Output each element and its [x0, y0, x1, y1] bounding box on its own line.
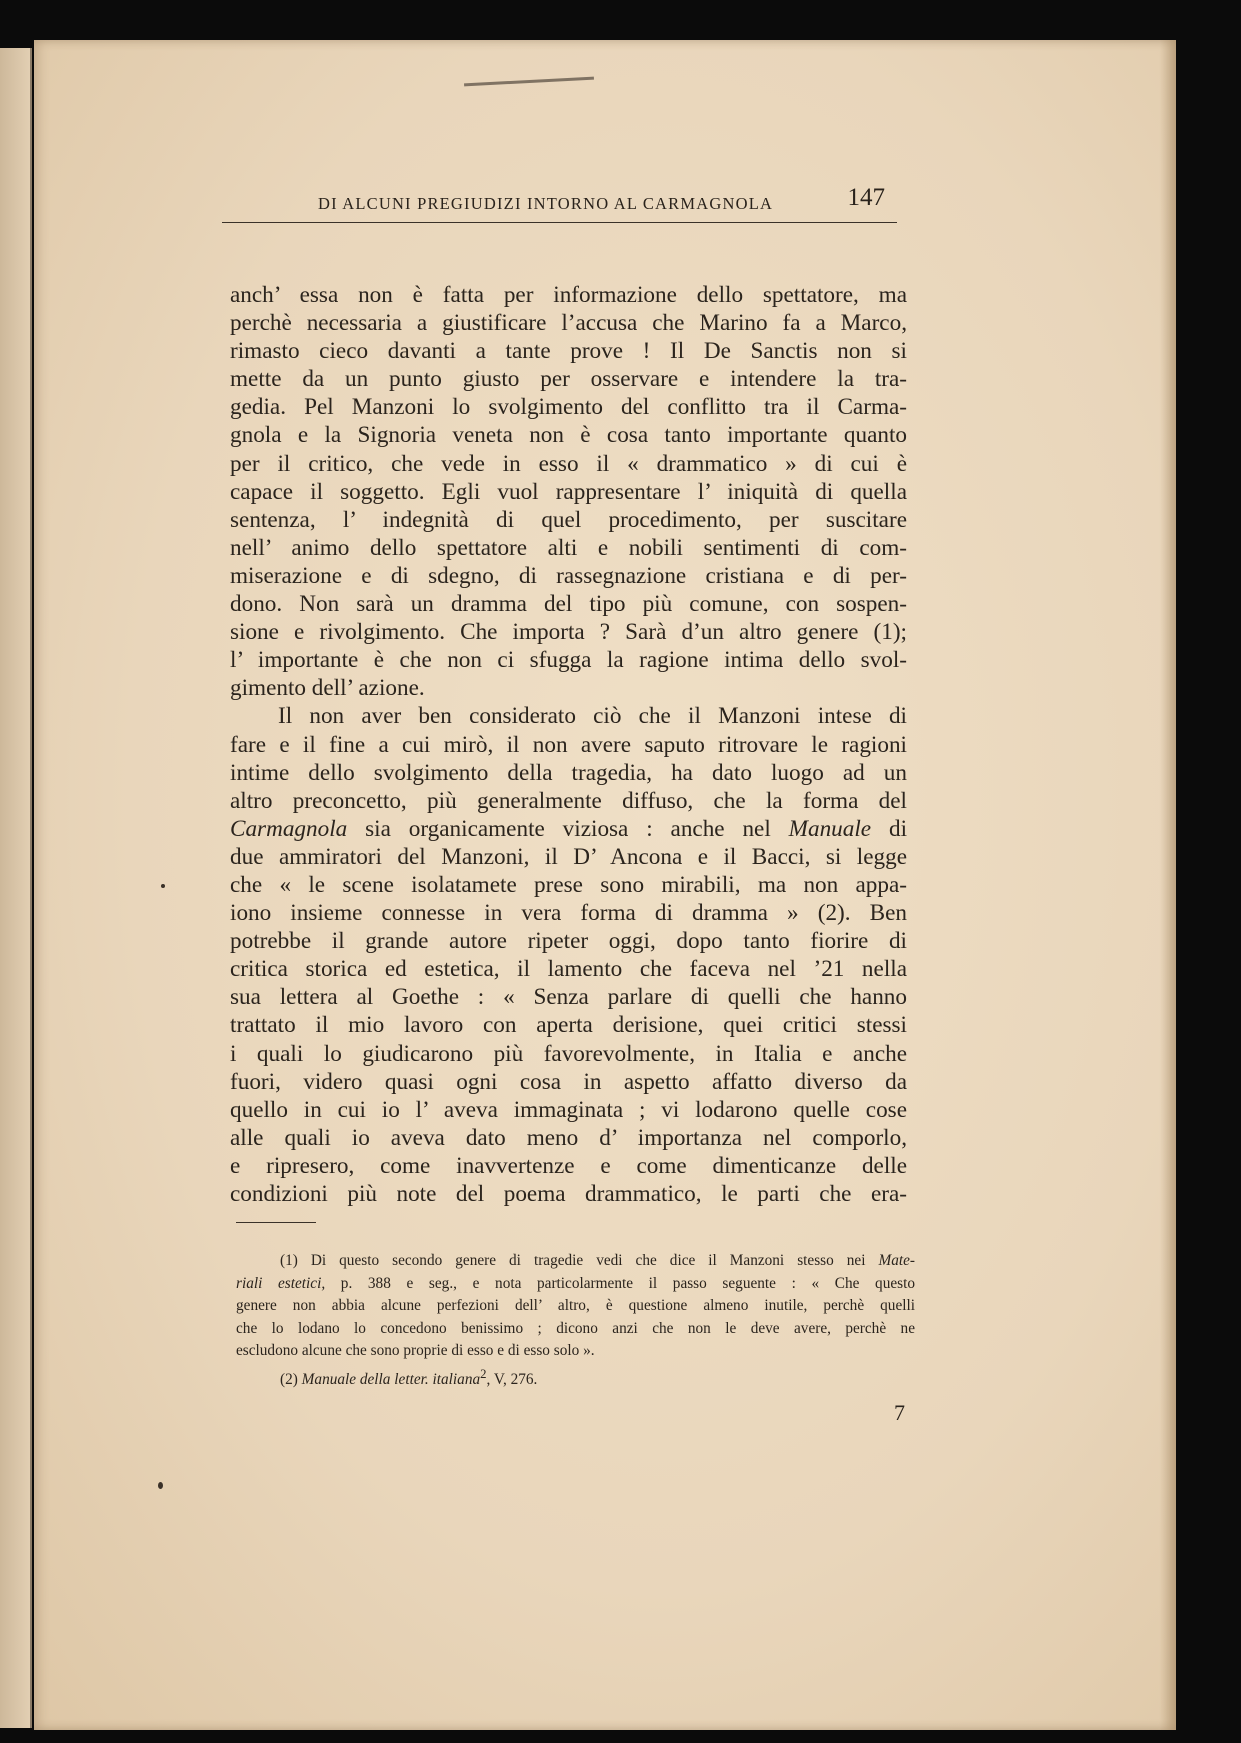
text-line: Il non aver ben considerato ciò che il Manzoni intese di: [278, 703, 907, 730]
text-line: rimasto cieco davanti a tante prove ! Il De Sanctis non si: [230, 338, 907, 365]
text-line: gedia. Pel Manzoni lo svolgimento del conflitto tra il Carma-: [230, 394, 907, 421]
body-text: [230, 281, 907, 1208]
text-line: gnola e la Signoria veneta non è cosa tanto importante quanto: [230, 422, 907, 449]
footnote-line: genere non abbia alcune perfezioni dell’ altro, è questione almeno inutile, perchè quelli: [236, 1297, 915, 1315]
text-line: l’ importante è che non ci sfugga la ragione intima dello svol-: [230, 647, 907, 674]
text-line: nell’ animo dello spettatore alti e nobili sentimenti di com-: [230, 534, 907, 561]
text-line: dono. Non sarà un dramma del tipo più comune, con sospen-: [230, 591, 907, 618]
footnote-line: [236, 1363, 915, 1392]
text-line: perchè necessaria a giustificare l’accusa che Marino fa a Marco,: [230, 310, 907, 337]
text-line: trattato il mio lavoro con aperta derisione, quei critici stessi: [230, 1012, 907, 1039]
text-line-with-italics: [230, 815, 907, 843]
italic-title: Mate-: [878, 1252, 915, 1269]
text-line: potrebbe il grande autore ripeter oggi, dopo tanto fiorire di: [230, 928, 907, 955]
text-fragment: , V, 276.: [486, 1371, 538, 1389]
footnote-line: [236, 1273, 915, 1296]
text-fragment: sia organicamente viziosa : anche nel: [365, 815, 771, 842]
text-line: anch’ essa non è fatta per informazione dello spettatore, ma: [230, 282, 907, 308]
text-line: mette da un punto giusto per osservare e intendere la tra-: [230, 366, 907, 393]
text-line: che « le scene isolatamete prese sono mirabili, ma non appa-: [230, 871, 907, 898]
italic-title: Manuale: [788, 815, 872, 842]
text-line: sua lettera al Goethe : « Senza parlare di quelli che hanno: [230, 984, 907, 1011]
text-line: critica storica ed estetica, il lamento che faceva nel ’21 nella: [230, 956, 907, 983]
italic-title: Carmagnola: [230, 815, 348, 842]
text-line: fare e il fine a cui mirò, il non avere saputo ritrovare le ragioni: [230, 731, 907, 758]
footnote-line: escludono alcune che sono proprie di esso e di esso solo ».: [236, 1342, 595, 1360]
text-line: altro preconcetto, più generalmente diffuso, che la forma del: [230, 787, 907, 814]
previous-page-edge: [0, 48, 32, 1728]
text-line: alle quali io aveva dato meno d’ importanza nel comporlo,: [230, 1124, 907, 1151]
text-line: sione e rivolgimento. Che importa ? Sarà d’un altro genere (1);: [230, 619, 907, 646]
text-fragment: (1) Di questo secondo genere di tragedie vedi che dice il Manzoni stesso nei: [280, 1252, 866, 1269]
scan-scratch: [464, 77, 594, 87]
text-line: condizioni più note del poema drammatico, le parti che era-: [230, 1181, 907, 1207]
text-line: i quali lo giudicarono più favorevolmente, in Italia e anche: [230, 1040, 907, 1067]
superscript: 2: [480, 1366, 487, 1381]
text-line: capace il soggetto. Egli vuol rappresentare l’ iniquità di quella: [230, 478, 907, 505]
footnote-number: (2): [280, 1371, 298, 1389]
signature-mark: 7: [894, 1400, 905, 1425]
text-line: quello in cui io l’ aveva immaginata ; vi lodarono quelle cose: [230, 1096, 907, 1123]
ink-speck: [161, 884, 165, 888]
footnotes: [236, 1250, 915, 1392]
footnote-rule: [236, 1222, 316, 1223]
footnote-line: [236, 1250, 915, 1273]
page-number: 147: [847, 184, 885, 211]
page-edge-shadow: [1160, 40, 1176, 1730]
text-line: due ammiratori del Manzoni, il D’ Ancona e il Bacci, si legge: [230, 843, 907, 870]
text-fragment: di: [888, 815, 908, 842]
text-line: miserazione e di sdegno, di rassegnazione cristiana e di per-: [230, 562, 907, 589]
text-line: fuori, videro quasi ogni cosa in aspetto affatto diverso da: [230, 1068, 907, 1095]
italic-title: Manuale della letter. italiana: [301, 1371, 481, 1389]
text-line: sentenza, l’ indegnità di quel procedimento, per suscitare: [230, 506, 907, 533]
text-line: iono insieme connesse in vera forma di dramma » (2). Ben: [230, 900, 907, 927]
running-head: [222, 182, 897, 223]
text-line: intime dello svolgimento della tragedia, ha dato luogo ad un: [230, 759, 907, 786]
text-fragment: p. 388 e seg., e nota particolarmente il passo seguente : « Che questo: [340, 1274, 915, 1292]
italic-title: riali estetici,: [236, 1274, 326, 1292]
text-line: gimento dell’ azione.: [230, 675, 425, 702]
ink-speck: [158, 1482, 163, 1489]
footnote-line: che lo lodano lo concedono benissimo ; dicono anzi che non le deve avere, perchè ne: [236, 1319, 915, 1337]
text-line: per il critico, che vede in esso il « drammatico » di cui è: [230, 450, 907, 477]
running-title: DI ALCUNI PREGIUDIZI INTORNO AL CARMAGNOLA: [318, 194, 774, 213]
text-line: e ripresero, come inavvertenze e come dimenticanze delle: [230, 1152, 907, 1179]
